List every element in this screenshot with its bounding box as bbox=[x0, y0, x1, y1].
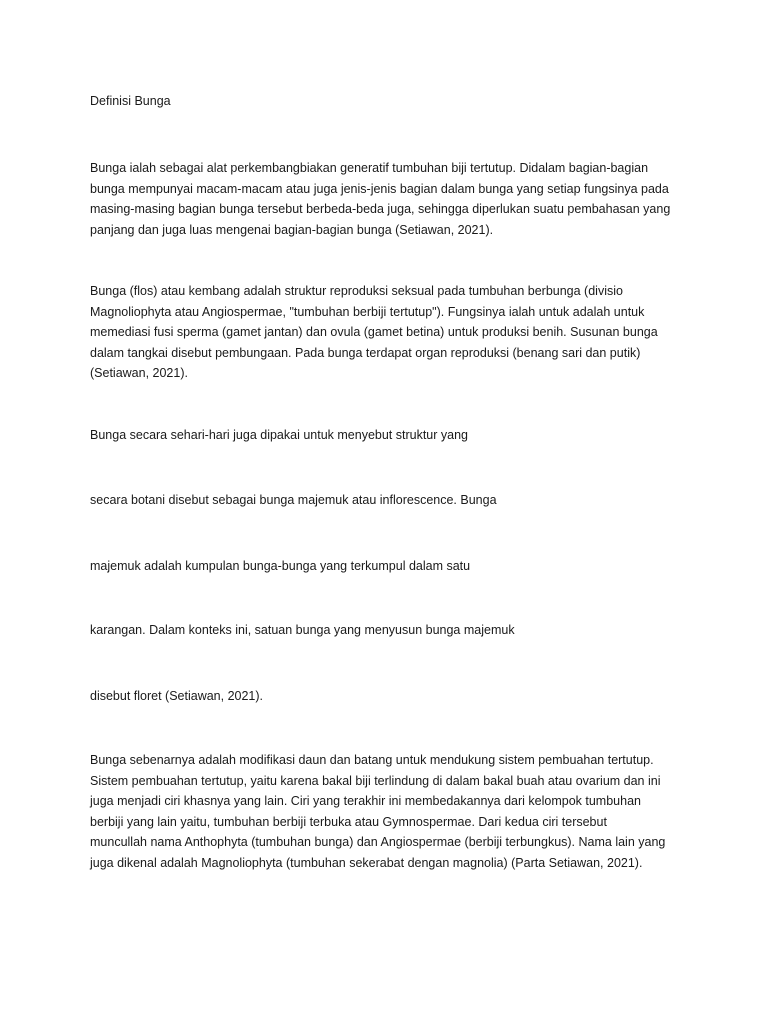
paragraph-line: disebut floret (Setiawan, 2021). bbox=[90, 688, 264, 703]
paragraph bbox=[90, 620, 690, 641]
paragraph bbox=[90, 425, 690, 446]
paragraph-line: Bunga sebenarnya adalah modifikasi daun dan batang untuk mendukung sistem pembuahan tertutup. bbox=[90, 753, 654, 767]
document-content bbox=[90, 90, 690, 873]
paragraph-line: Bunga ialah sebagai alat perkembangbiakan generatif tumbuhan biji tertutup. Didalam bagian-bagian bbox=[90, 161, 649, 175]
paragraph-line: berbiji yang lain yaitu, tumbuhan berbiji terbuka atau Gymnospermae. Dari kedua ciri tersebut bbox=[90, 814, 607, 829]
paragraph-line: Bunga (flos) atau kembang adalah struktur reproduksi seksual pada tumbuhan berbunga (divisio bbox=[90, 284, 623, 298]
paragraph-line: juga dikenal adalah Magnoliophyta (tumbuhan sekerabat dengan magnolia) (Parta Setiawan, 2021). bbox=[90, 855, 643, 870]
paragraph-line: bunga mempunyai macam-macam atau juga jenis-jenis bagian dalam bunga yang setiap fungsinya pada bbox=[90, 181, 669, 196]
paragraph-line: Sistem pembuahan tertutup, yaitu karena bakal biji terlindung di dalam bakal buah atau ovarium dan ini bbox=[90, 773, 661, 788]
document-heading: Definisi Bunga bbox=[90, 94, 171, 108]
paragraph-line: masing-masing bagian bunga tersebut berbeda-beda juga, sehingga diperlukan suatu pembahasan yang bbox=[90, 202, 671, 216]
paragraph-line: secara botani disebut sebagai bunga majemuk atau inflorescence. Bunga bbox=[90, 493, 497, 507]
paragraph-line: Magnoliophyta atau Angiospermae, "tumbuhan berbiji tertutup"). Fungsinya ialah untuk adalah untuk bbox=[90, 304, 645, 319]
paragraph bbox=[90, 490, 690, 511]
paragraph-line: dalam tangkai disebut pembungaan. Pada bunga terdapat organ reproduksi (benang sari dan putik) bbox=[90, 345, 641, 360]
paragraph-line: muncullah nama Anthophyta (tumbuhan bunga) dan Angiospermae (berbiji terbungkus). Nama lain yang bbox=[90, 835, 666, 849]
paragraph bbox=[90, 686, 690, 707]
paragraph bbox=[90, 556, 690, 577]
paragraph bbox=[90, 158, 690, 240]
paragraph bbox=[90, 750, 690, 873]
paragraph-line: (Setiawan, 2021). bbox=[90, 366, 188, 380]
paragraph-line: karangan. Dalam konteks ini, satuan bunga yang menyusun bunga majemuk bbox=[90, 623, 515, 637]
paragraph-line: majemuk adalah kumpulan bunga-bunga yang terkumpul dalam satu bbox=[90, 558, 471, 573]
paragraph bbox=[90, 281, 690, 384]
paragraph-line: juga menjadi ciri khasnya yang lain. Ciri yang terakhir ini membedakannya dari kelompok tumbuhan bbox=[90, 794, 641, 808]
paragraph-line: Bunga secara sehari-hari juga dipakai untuk menyebut struktur yang bbox=[90, 427, 468, 442]
paragraph-line: panjang dan juga luas mengenai bagian-bagian bunga (Setiawan, 2021). bbox=[90, 222, 494, 237]
paragraph-line: memediasi fusi sperma (gamet jantan) dan ovula (gamet betina) untuk produksi benih. Susunan bunga bbox=[90, 325, 658, 339]
